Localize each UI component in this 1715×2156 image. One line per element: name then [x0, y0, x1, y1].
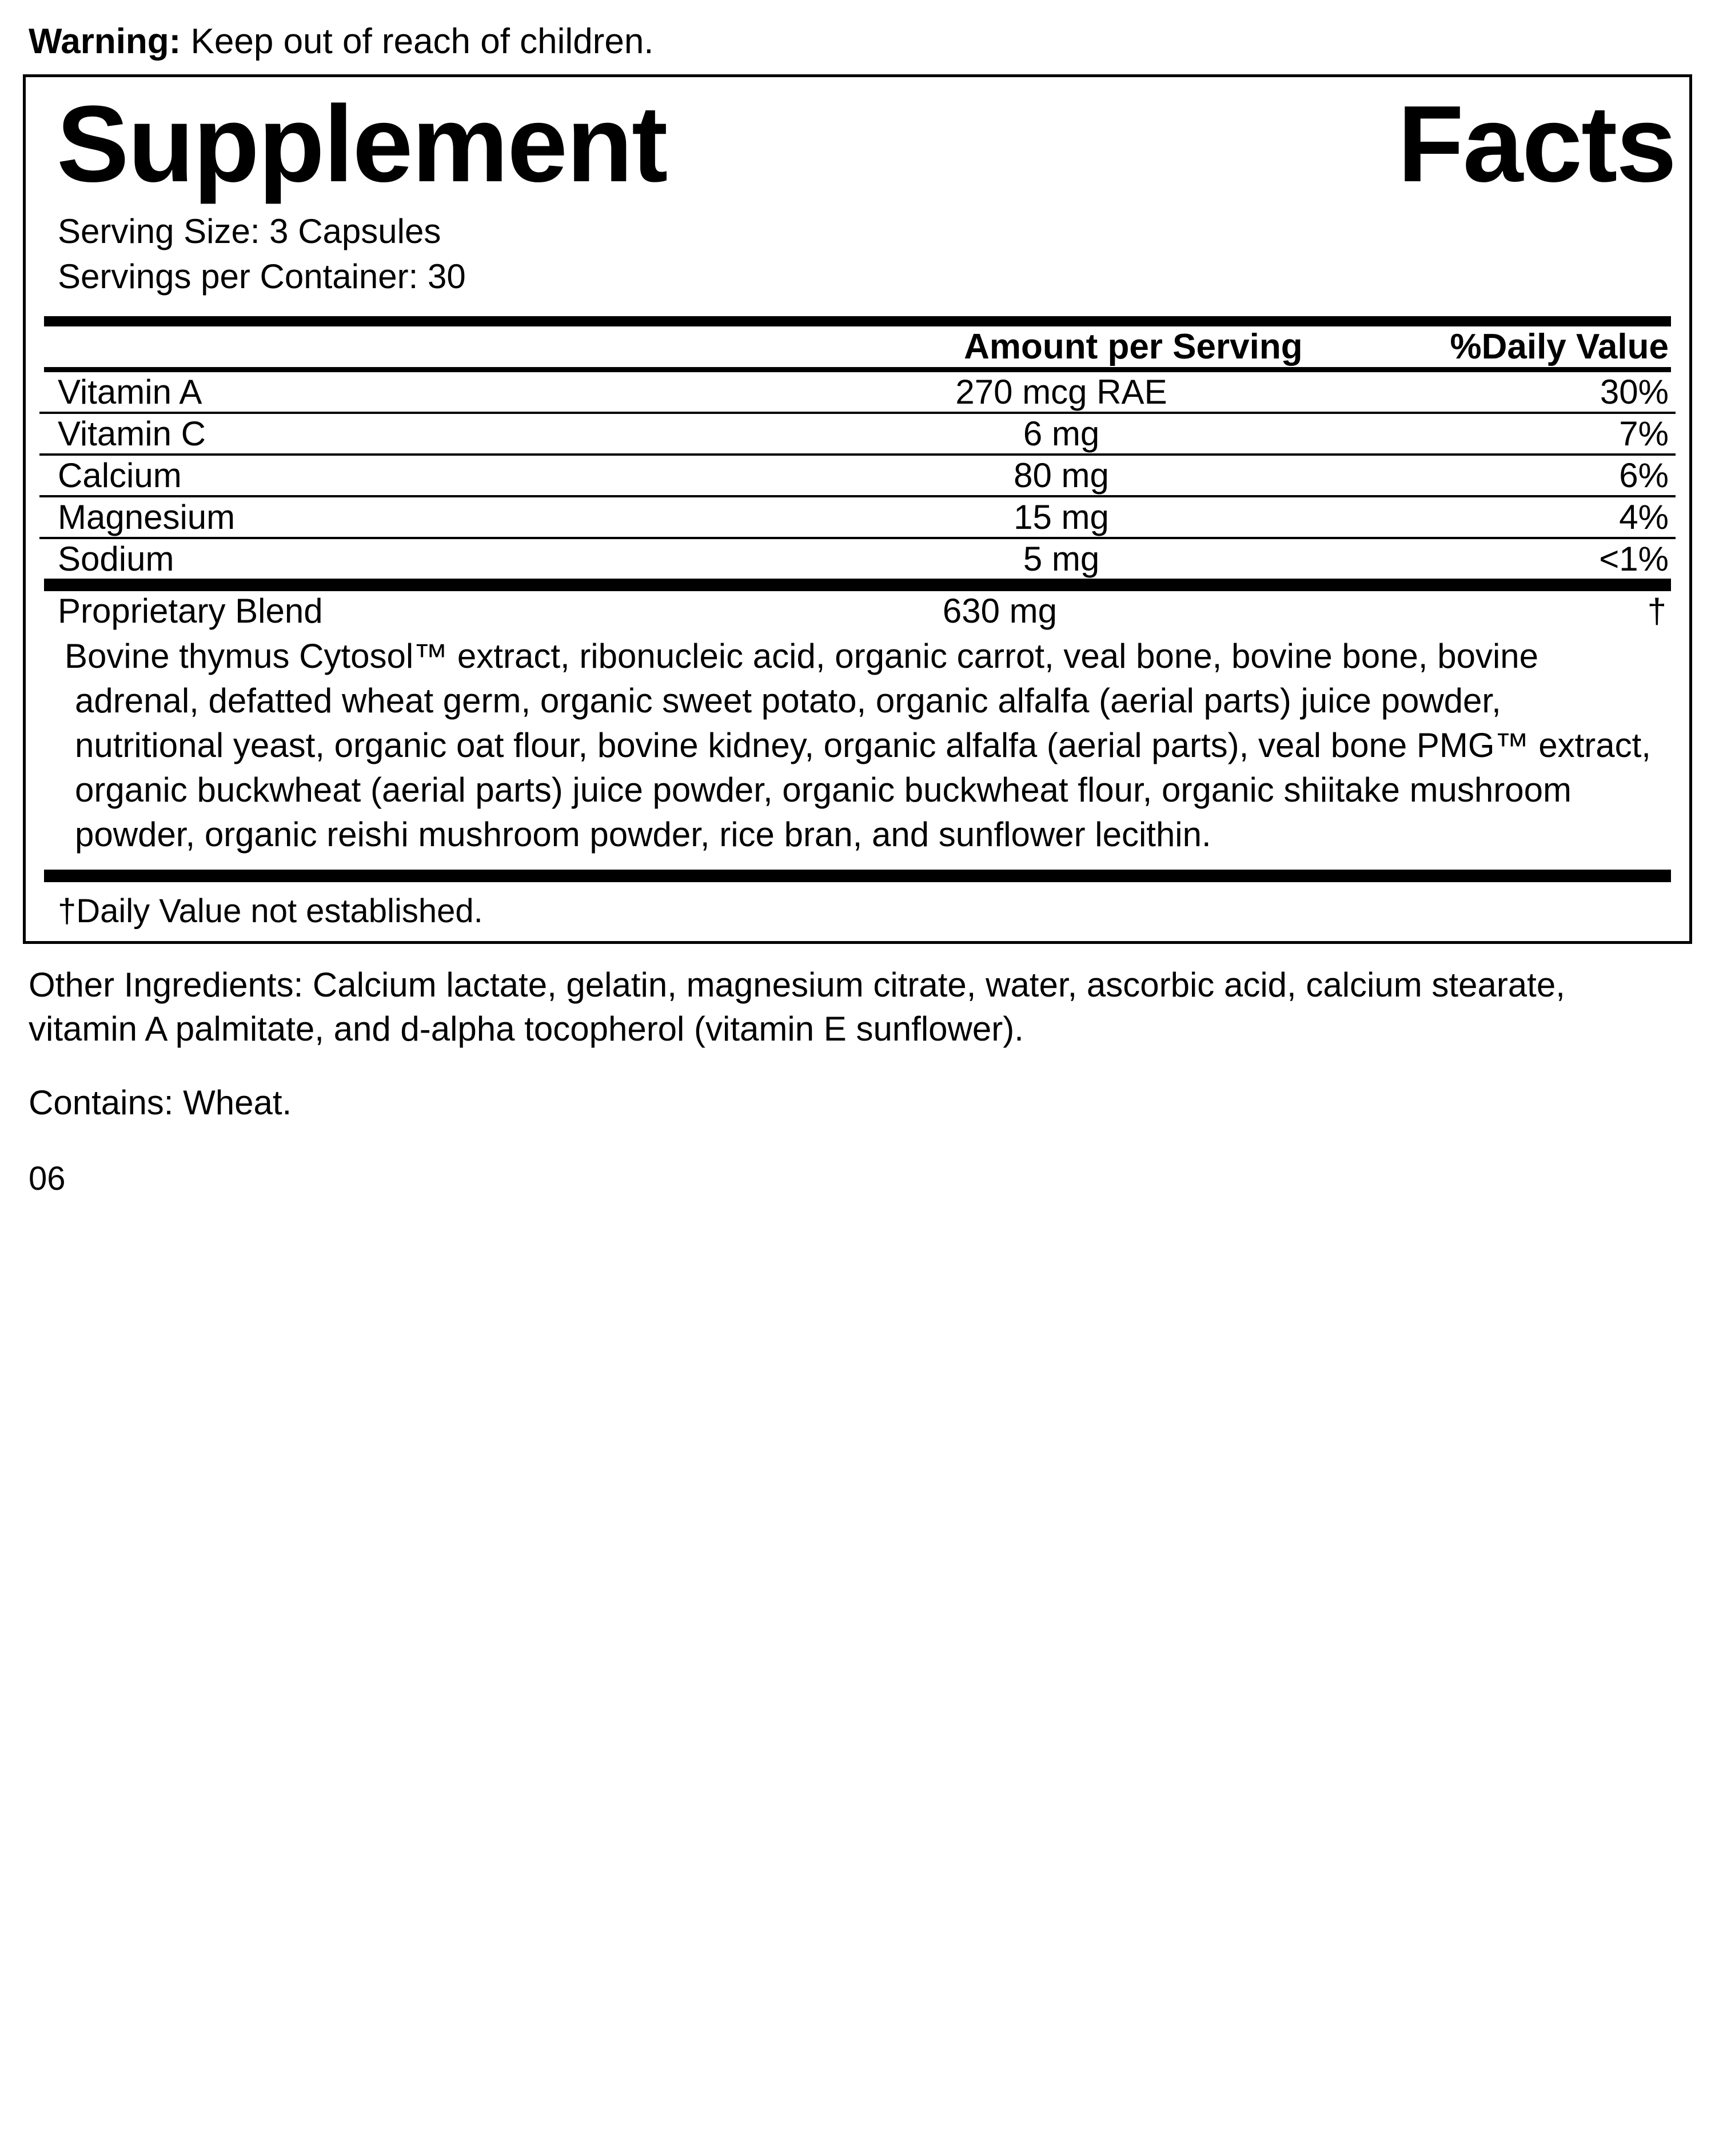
header-blank [39, 326, 628, 367]
blend-amount: 630 mg [942, 591, 1058, 630]
servings-per-container: Servings per Container: 30 [58, 257, 466, 296]
nutrient-dv: 30% [1600, 372, 1669, 411]
daily-value-footnote: †Daily Value not established. [58, 892, 483, 930]
warning-text: Keep out of reach of children. [181, 22, 654, 61]
nutrient-rows [39, 372, 1676, 579]
nutrient-dv: <1% [1599, 539, 1669, 578]
warning-label: Warning: [29, 22, 181, 61]
blend-name: Proprietary Blend [58, 591, 323, 630]
table-row [39, 414, 1676, 453]
nutrient-name: Vitamin C [58, 414, 206, 453]
nutrient-table [39, 326, 1676, 367]
table-row [39, 539, 1676, 579]
nutrient-name: Sodium [58, 539, 174, 578]
panel-title-part1: Supplement [57, 83, 667, 205]
contains-statement: Contains: Wheat. [29, 1083, 292, 1122]
nutrient-name: Vitamin A [58, 372, 202, 411]
nutrient-name: Magnesium [58, 497, 236, 536]
header-daily-value: %Daily Value [1450, 326, 1669, 366]
table-row [39, 591, 1676, 631]
table-row [39, 372, 1676, 412]
nutrient-amount: 270 mcg RAE [955, 372, 1167, 411]
proprietary-blend-row [39, 591, 1676, 631]
panel-title-part2: Facts [1397, 83, 1676, 205]
table-row [39, 456, 1676, 495]
other-ingredients: Other Ingredients: Calcium lactate, gelatin, magnesium citrate, water, ascorbic acid, calcium stearate, vitamin A palmitate, and d-alpha tocopherol (vitamin E sunflower). [29, 966, 1565, 1048]
nutrient-amount: 6 mg [1023, 414, 1100, 453]
revision-code: 06 [29, 1159, 66, 1197]
blend-ingredient-list: Bovine thymus Cytosol™ extract, ribonucleic acid, organic carrot, veal bone, bovine bone, bovine adrenal, defatted wheat germ, organic sweet potato, organic alfalfa (aerial parts) juice powder, nutritional yeast, organic oat flour, bovine kidney, organic alfalfa (aerial parts), veal bone PMG™ extract, organic buckwheat (aerial parts) juice powder, organic buckwheat flour, organic shiitake mushroom powder, organic reishi mushroom powder, rice bran, and sunflower lecithin. [65, 636, 1651, 854]
nutrient-amount: 15 mg [1014, 497, 1109, 536]
nutrition-panel [23, 74, 1692, 944]
blend-dv-dagger: † [1647, 591, 1666, 630]
table-header-row [39, 326, 1676, 367]
nutrient-dv: 7% [1619, 414, 1669, 453]
header-amount-per-serving: Amount per Serving [964, 326, 1303, 366]
nutrient-amount: 80 mg [1014, 456, 1109, 495]
table-row [39, 497, 1676, 537]
divider-thick-top [44, 316, 1671, 326]
warning-statement [23, 0, 1692, 74]
divider-above-blend [44, 579, 1671, 591]
divider-under-header [44, 367, 1671, 372]
nutrient-name: Calcium [58, 456, 182, 495]
nutrient-amount: 5 mg [1023, 539, 1100, 578]
nutrient-dv: 6% [1619, 456, 1669, 495]
divider-below-blend [44, 870, 1671, 882]
panel-title [39, 77, 1676, 204]
nutrient-dv: 4% [1619, 497, 1669, 536]
serving-size: Serving Size: 3 Capsules [58, 212, 441, 250]
